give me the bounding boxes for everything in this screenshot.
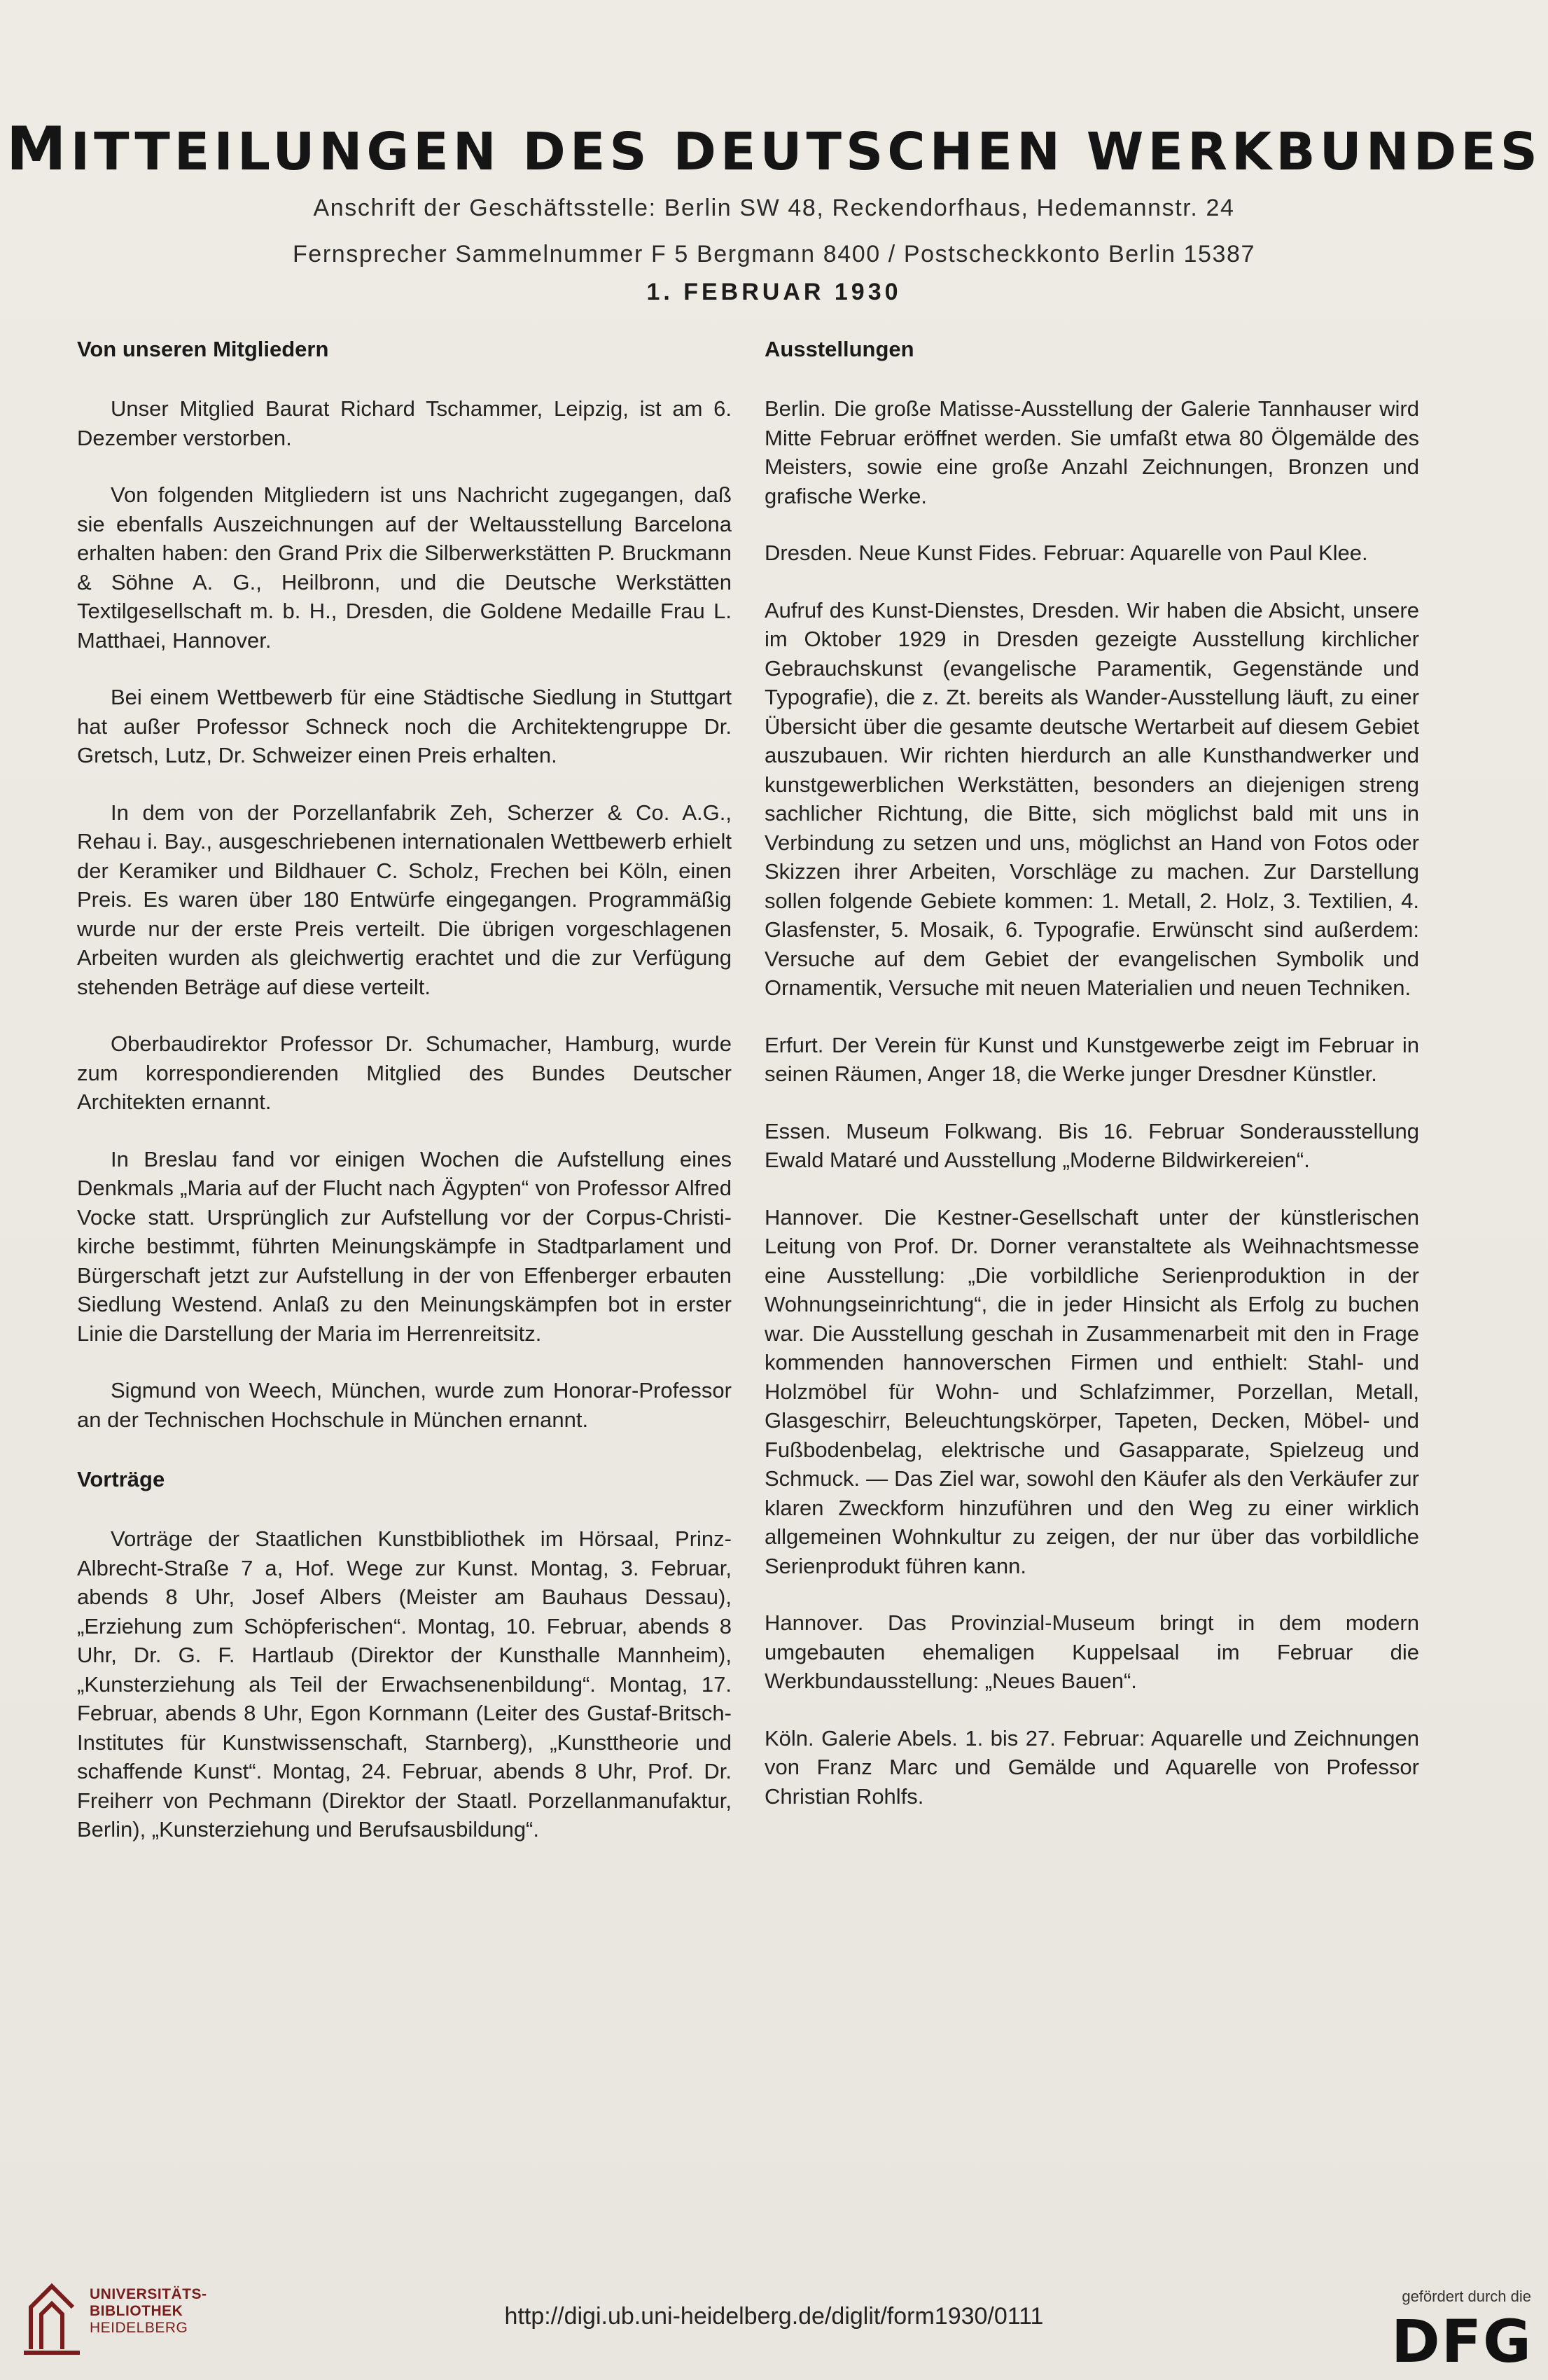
paragraph: Oberbaudirektor Professor Dr. Schumacher, Hamburg, wurde zum korrespondierenden Mitglied des Bundes Deutscher Architekten ernannt. — [77, 1031, 732, 1114]
left-column — [77, 335, 732, 1872]
paragraph: Bei einem Wettbewerb für eine Städtische Siedlung in Stuttgart hat außer Professor Schneck noch die Architektengruppe Dr. Gretsch, Lutz, Dr. Schweizer einen Preis erhalten. — [77, 685, 732, 767]
right-column — [765, 335, 1419, 1839]
phone-and-giro: Fernsprecher Sammelnummer F 5 Bergmann 8400 / Postscheckkonto Berlin 15387 — [292, 241, 1256, 267]
paragraph: Vorträge der Staatlichen Kunstbibliothek im Hörsaal, Prinz-Albrecht-Straße 7 a, Hof. Wege zur Kunst. Montag, 3. Februar, abends 8 Uhr, Josef Albers (Meister am Bauhaus Dessau), „Erziehung zum Schöpferischen“. Montag, 10. Februar, abends 8 Uhr, Dr. G. F. Hartlaub (Direktor der Kunsthalle Mannheim), „Kunsterziehung als Teil der Erwachsenenbildung“. Montag, 17. Februar, abends 8 Uhr, Egon Kornmann (Leiter des Gustaf-Britsch-Institutes für Kunstwissenschaft, Starnberg), „Kunsttheorie und schaffende Kunst“. Montag, 24. Februar, abends 8 Uhr, Prof. Dr. Freiherr von Pechmann (Direktor der Staatl. Porzellanmanufaktur, Berlin), „Kunsterziehung und Berufsausbildung“. — [77, 1526, 732, 1842]
funding-label: gefördert durch die — [1402, 2288, 1531, 2305]
masthead — [0, 114, 1548, 306]
office-address: Anschrift der Geschäftsstelle: Berlin SW 48, Reckendorfhaus, Hedemannstr. 24 — [313, 195, 1235, 221]
permalink-url[interactable]: http://digi.ub.uni-heidelberg.de/diglit/form1930/0111 — [504, 2303, 1044, 2330]
paragraph: Köln. Galerie Abels. 1. bis 27. Februar: Aquarelle und Zeichnungen von Franz Marc und Gemälde und Aquarelle von Professor Christian Rohlfs. — [765, 1725, 1419, 1809]
digitization-footer — [0, 2272, 1548, 2380]
paragraph: Berlin. Die große Matisse-Ausstellung der Galerie Tannhauser wird Mitte Februar eröffnet werden. Sie umfaßt etwa 80 Ölgemälde des Meisters, sowie eine große Anzahl Zeichnungen, Bronzen und grafische Werke. — [765, 396, 1419, 508]
section-heading-exhibitions: Ausstellungen — [765, 337, 914, 361]
title-initial: M — [6, 114, 71, 184]
paragraph: In dem von der Porzellanfabrik Zeh, Scherzer & Co. A.G., Rehau i. Bay., ausgeschriebenen internationalen Wettbewerb erhielt der Keramiker und Bildhauer C. Scholz, Frechen bei Köln, einen Preis. Es waren über 180 Entwürfe eingegangen. Programmäßig wurde nur der erste Preis verteilt. Die übrigen vorgeschlagenen Arbeiten wurden als gleichwertig erachtet und die zur Verfügung stehenden Beträge auf diese verteilt. — [77, 800, 732, 999]
paragraph: Von folgenden Mitgliedern ist uns Nachricht zugegangen, daß sie ebenfalls Auszeichnungen auf der Weltausstellung Barcelona erhalten haben: den Grand Prix die Silberwerkstätten P. Bruckmann & Söhne A. G., Heilbronn, und die Deutsche Werkstätten Textilgesellschaft m. b. H., Dresden, die Goldene Medaille Frau L. Matthaei, Hannover. — [77, 482, 732, 653]
section-heading-members: Von unseren Mitgliedern — [77, 337, 329, 361]
paragraph: Dresden. Neue Kunst Fides. Februar: Aquarelle von Paul Klee. — [765, 541, 1368, 565]
paragraph: In Breslau fand vor einigen Wochen die Aufstellung eines Denkmals „Maria auf der Flucht nach Ägypten“ von Professor Alfred Vocke statt. Ursprünglich zur Aufstellung vor der Corpus-Christi-kirche bestimmt, führten Meinungskämpfe in Stadtparlament und Bürgerschaft jetzt zur Aufstellung in der von Effenberger erbauten Siedlung Westend. Anlaß zu den Meinungskämpfen bot in erster Linie die Darstellung der Maria im Herrenreitsitz. — [77, 1146, 732, 1346]
paragraph: Essen. Museum Folkwang. Bis 16. Februar Sonderausstellung Ewald Mataré und Ausstellung „Moderne Bildwirkereien“. — [765, 1118, 1419, 1172]
library-line-1: UNIVERSITÄTS- — [90, 2286, 207, 2302]
paragraph: Hannover. Die Kestner-Gesellschaft unter der künstlerischen Leitung von Prof. Dr. Dorner veranstaltete als Weihnachtsmesse eine Ausstellung: „Die vorbildliche Serienproduktion in der Wohnungseinrichtung“, die in jeder Hinsicht als Erfolg zu buchen war. Die Ausstellung geschah in Zusammenarbeit mit den in Frage kommenden hannoverschen Firmen und enthielt: Stahl- und Holzmöbel für Wohn- und Schlafzimmer, Porzellan, Metall, Glasgeschirr, Beleuchtungskörper, Tapeten, Decken, Möbel- und Fußbodenbelag, elektrische und Gasapparate, Spielzeug und Schmuck. — Das Ziel war, sowohl den Käufer als den Verkäufer zur klaren Zweckform hinzuführen und den Weg zu einer wirklich allgemeinen Wohnkultur zu zeigen, der nur über das vorbildliche Serienprodukt führen kann. — [765, 1204, 1419, 1578]
paragraph: Aufruf des Kunst-Dienstes, Dresden. Wir haben die Absicht, unsere im Oktober 1929 in Dresden gezeigte Ausstellung kirchlicher Gebrauchskunst (evangelische Paramentik, Gegenstände und Typografie), die z. Zt. bereits als Wander-Ausstellung läuft, zu einer Übersicht über die gesamte deutsche Wertarbeit auf diesem Gebiet auszubauen. Wir richten hierdurch an alle Kunsthandwerker und kunstgewerblichen Werkstätten, besonders an diejenigen streng sachlicher Richtung, die Bitte, sich möglichst bald mit uns in Verbindung zu setzen und uns, möglichst an Hand von Fotos oder Skizzen ihrer Arbeiten, Vorschläge zu machen. Zur Darstellung sollen folgende Gebiete kommen: 1. Metall, 2. Holz, 3. Textilien, 4. Glasfenster, 5. Mosaik, 6. Typografie. Erwünscht sind außerdem: Versuche auf dem Gebiet der evangelischen Symbolik und Ornamentik, Versuche mit neuen Materialien und neuen Techniken. — [765, 597, 1419, 1000]
paragraph: Erfurt. Der Verein für Kunst und Kunstgewerbe zeigt im Februar in seinen Räumen, Anger 18, die Werke junger Dresdner Künstler. — [765, 1032, 1419, 1086]
publication-title — [0, 114, 1548, 184]
paragraph: Hannover. Das Provinzial-Museum bringt in dem modern umgebauten ehemaligen Kuppelsaal im Februar die Werkbundausstellung: „Neues Bauen“. — [765, 1610, 1419, 1693]
dfg-logo: DFG — [1390, 2307, 1533, 2376]
section-heading-lectures: Vorträge — [77, 1467, 165, 1491]
paragraph: Unser Mitglied Baurat Richard Tschammer, Leipzig, ist am 6. Dezember verstorben. — [77, 396, 732, 450]
library-line-3: HEIDELBERG — [90, 2320, 188, 2336]
title-rest: ITTEILUNGEN DES DEUTSCHEN WERKBUNDES — [70, 122, 1542, 182]
paragraph: Sigmund von Weech, München, wurde zum Honorar-Professor an der Technischen Hochschule in München ernannt. — [77, 1378, 732, 1432]
issue-date: 1. FEBRUAR 1930 — [646, 279, 902, 305]
library-line-2: BIBLIOTHEK — [90, 2303, 183, 2319]
